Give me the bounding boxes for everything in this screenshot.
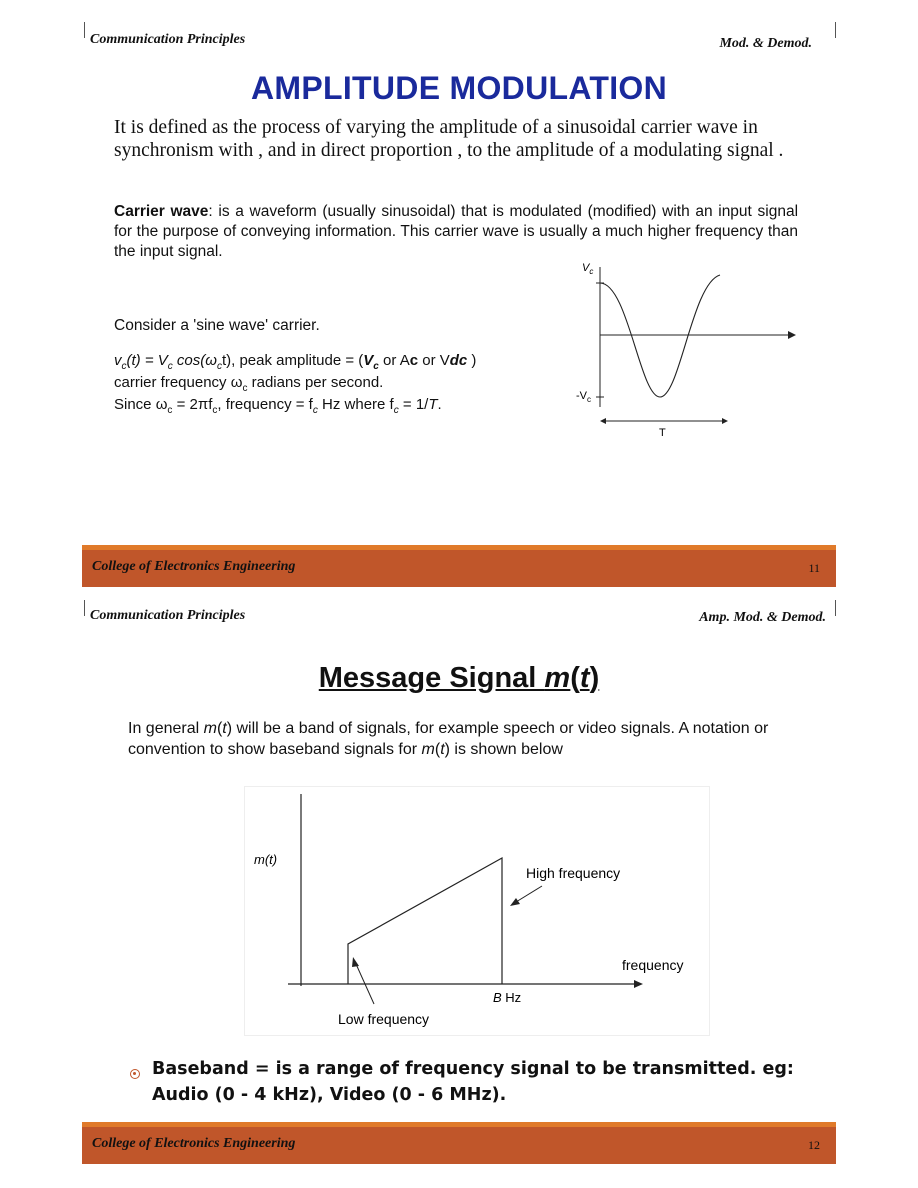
bullet-icon xyxy=(130,1069,140,1079)
footer-page-number: 12 xyxy=(808,1138,820,1152)
high-frequency-label: High frequency xyxy=(526,865,621,881)
carrier-sine-curve xyxy=(600,275,720,397)
plot-neg-vc-label: $-V_c$ xyxy=(576,390,591,404)
baseband-line-1: Baseband = is a range of frequency signal to be transmitted. eg: xyxy=(152,1059,794,1079)
header-right-tick xyxy=(835,600,836,616)
diagram-y-label: m(t) xyxy=(254,852,278,867)
footer-college: College of Electronics Engineering xyxy=(92,1136,296,1151)
slide-12 xyxy=(0,594,918,1188)
definition-paragraph: It is defined as the process of varying the amplitude of a sinusoidal carrier wave in synchronism with , and in direct proportion , to the amplitude of a modulating signal . xyxy=(114,117,784,161)
equation-line-3: Since $\omega_c = 2\pi f_c$, frequency = $f_c$ Hz where $f_c = 1/T$. xyxy=(114,396,442,416)
header-right-tick xyxy=(835,22,836,38)
baseband-line-2: Audio (0 - 4 kHz), Video (0 - 6 MHz). xyxy=(152,1085,507,1105)
slide-title: Message Signal m(t) xyxy=(318,662,600,694)
carrier-wave-plot xyxy=(570,255,800,445)
message-signal-paragraph: In general m(t) will be a band of signals, for example speech or video signals. A notation or convention to show baseband signals for m(t) is shown below xyxy=(128,720,769,758)
carrier-wave-text: : is a waveform (usually sinusoidal) that is modulated (modified) with an input signal for the purpose of conveying information. This carrier wave is usually a much higher frequency than the input signal. xyxy=(114,203,799,260)
plot-x-axis-arrow xyxy=(788,331,796,339)
consider-text: Consider a 'sine wave' carrier. xyxy=(114,317,320,334)
footer-page-number: 11 xyxy=(808,561,820,575)
header-left-tick xyxy=(84,22,85,38)
header-right: Amp. Mod. & Demod. xyxy=(699,610,826,625)
slide-title: AMPLITUDE MODULATION xyxy=(250,70,668,106)
header-right: Mod. & Demod. xyxy=(719,36,812,51)
footer-bar xyxy=(82,545,836,587)
equation-line-1: $v_c(t) = V_c$ $\cos(\omega_ct)$, peak amplitude = ($V_c$ or Ac or Vdc ) xyxy=(114,352,477,372)
equation-line-2: carrier frequency $\omega_c$ radians per second. xyxy=(114,374,384,394)
footer-bar xyxy=(82,1122,836,1164)
low-frequency-label: Low frequency xyxy=(338,1011,430,1027)
b-hz-label: B Hz xyxy=(493,990,522,1005)
header-left-tick xyxy=(84,600,85,616)
header-left: Communication Principles xyxy=(90,608,246,623)
footer-college: College of Electronics Engineering xyxy=(92,559,296,574)
carrier-wave-paragraph xyxy=(114,202,798,262)
frequency-axis-label: frequency xyxy=(622,957,684,973)
plot-vc-label: $V_c$ xyxy=(582,262,594,276)
period-label: T xyxy=(659,427,666,439)
carrier-wave-term: Carrier wave xyxy=(114,203,209,220)
header-left: Communication Principles xyxy=(90,32,246,47)
baseband-spectrum-diagram xyxy=(244,786,710,1036)
